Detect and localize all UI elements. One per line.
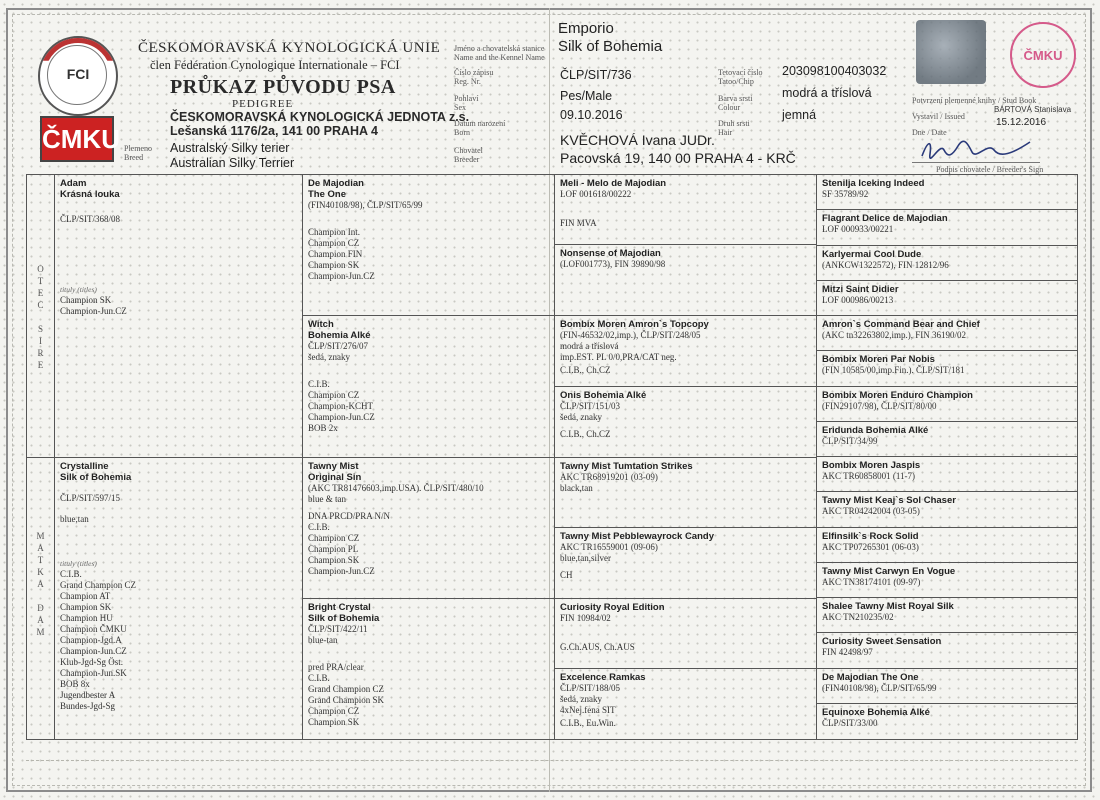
- ancestor-reg: 4xNej.fena SIT: [560, 705, 616, 715]
- ancestor-reg: ČLP/SIT/151/03: [560, 401, 621, 411]
- ancestor-title: C.I.B.: [308, 379, 330, 389]
- gen3-ancestor-cell: [555, 316, 817, 387]
- ancestor-reg: blue,tan,silver: [560, 553, 611, 563]
- gen4-ancestor-cell: [817, 281, 1077, 316]
- ancestor-name: Eridunda Bohemia Alké: [822, 424, 929, 436]
- ancestor-reg: AKC TN38174101 (09-97): [822, 576, 921, 587]
- gen3-ancestor-cell: [555, 387, 817, 458]
- ancestor-reg: modrá a tříslová: [560, 341, 619, 351]
- ancestor-reg: FIN 42498/97: [822, 647, 873, 658]
- date-label: Dne / Date: [912, 128, 947, 137]
- ancestor-reg: AKC TR60858001 (11-7): [822, 471, 915, 481]
- ancestor-title: Champion SK: [308, 717, 360, 727]
- ancestor-name: Curiosity Sweet Sensation: [822, 636, 942, 648]
- ancestor-name: Tawny Mist Keaj`s Sol Chaser: [822, 495, 956, 507]
- gen3-ancestor-cell: [555, 528, 817, 599]
- dam-kennel: Silk of Bohemia: [60, 472, 132, 483]
- ancestor-name: Tawny Mist Tumtation Strikes: [560, 461, 693, 472]
- hair-label: Druh srsti Hair: [718, 119, 750, 137]
- gen2-ancestor-cell: [303, 316, 555, 458]
- ancestor-reg: šedá, znaky: [308, 352, 350, 362]
- club-address: Lešanská 1176/2a, 141 00 PRAHA 4: [170, 124, 379, 138]
- ancestor-title: FIN MVA: [560, 218, 597, 228]
- gen3-ancestor-cell: [555, 599, 817, 669]
- cmku-stamp: ČMKU: [1010, 22, 1076, 88]
- ancestor-name: Tawny Mist: [308, 461, 359, 472]
- ancestor-reg: (ANKCW1322572), FIN 12812/96: [822, 259, 949, 270]
- ancestor-reg: AKC TN210235/02: [822, 612, 894, 622]
- ancestor-name: Tawny Mist Carwyn En Vogue: [822, 565, 956, 577]
- dog-name-line2: Silk of Bohemia: [558, 38, 663, 55]
- breeder-signature: [918, 136, 1038, 162]
- sire-name: Adam: [60, 178, 87, 189]
- ancestor-title: Champion CZ: [308, 238, 360, 248]
- sire-title: Champion-Jun.CZ: [60, 306, 127, 316]
- gen4-ancestor-cell: [817, 387, 1077, 422]
- ancestor-title: Champion SK: [308, 260, 360, 270]
- ancestor-reg: (FIN29107/98), ČLP/SIT/80/00: [822, 400, 937, 411]
- breed-label: Plemeno Breed: [124, 144, 152, 162]
- ancestor-reg: ČLP/SIT/34/99: [822, 435, 878, 446]
- ancestor-reg: LOF 000933/00221: [822, 224, 894, 235]
- ancestor-name: Stenilja Iceking Indeed: [822, 178, 925, 189]
- dog-colour: modrá a tříslová: [782, 86, 872, 100]
- ancestor-reg: AKC TP07265301 (06-03): [822, 541, 919, 552]
- dog-chip: 203098100403032: [782, 64, 887, 78]
- ancestor-title: G.Ch.AUS, Ch.AUS: [560, 642, 635, 652]
- issued-label: Vystavil / Issued: [912, 112, 965, 121]
- ancestor-reg: (FIN40108/98), ČLP/SIT/65/99: [822, 682, 937, 693]
- gen4-ancestor-cell: [817, 528, 1077, 563]
- ancestor-title: Champion CZ: [308, 706, 360, 716]
- document-title: PRŮKAZ PŮVODU PSA: [170, 76, 396, 98]
- gen3-ancestor-cell: [555, 458, 817, 528]
- ancestor-reg: AKC TR04242004 (03-05): [822, 506, 920, 517]
- gen4-ancestor-cell: [817, 175, 1077, 210]
- ancestor-name: Witch: [308, 319, 334, 330]
- cmku-logo: ČMKU: [40, 116, 114, 162]
- gen3-ancestor-cell: [555, 669, 817, 739]
- ancestor-title: DNA PRCD/PRA N/N: [308, 511, 391, 521]
- hologram-seal: [916, 20, 986, 84]
- document-subtitle: PEDIGREE: [232, 98, 294, 110]
- sire-title: Champion SK: [60, 295, 112, 305]
- dam-color: blue,tan: [60, 514, 89, 524]
- gen4-ancestor-cell: [817, 492, 1077, 527]
- ancestor-name: Bohemia Alké: [308, 330, 371, 341]
- issue-date: 15.12.2016: [996, 117, 1047, 128]
- ancestor-name: Excelence Ramkas: [560, 672, 646, 683]
- gen4-ancestor-cell: [817, 598, 1077, 633]
- breed-en: Australian Silky Terrier: [170, 156, 295, 170]
- ancestor-title: BOB 2x: [308, 423, 338, 433]
- ancestor-title: CH: [560, 570, 573, 580]
- ancestor-name: Elfinsilk`s Rock Solid: [822, 530, 919, 542]
- ancestor-reg: šedá, znaky: [560, 694, 602, 704]
- breeder-name: KVĚCHOVÁ Ivana JUDr.: [560, 132, 715, 148]
- sex-label: Pohlaví Sex: [454, 94, 479, 112]
- ancestor-name: Tawny Mist Pebblewayrock Candy: [560, 531, 714, 542]
- dam-title: Champion ČMKU: [60, 624, 127, 634]
- ancestor-reg: (FIN 10585/00,imp.Fin.). ČLP/SIT/181: [822, 365, 965, 376]
- ancestor-title: Champion SK: [308, 555, 360, 565]
- ancestor-name: Silk of Bohemia: [308, 613, 380, 624]
- sire-cell: [55, 175, 303, 458]
- ancestor-name: Bombix Moren Enduro Champion: [822, 389, 973, 401]
- ancestor-title: Champion-Jun.CZ: [308, 566, 375, 576]
- fci-logo: FCI: [38, 36, 118, 116]
- ancestor-reg: ČLP/SIT/422/11: [308, 624, 368, 634]
- ancestor-name: Flagrant Delice de Majodian: [822, 213, 948, 225]
- dam-title: Champion HU: [60, 613, 113, 623]
- gen4-ancestor-cell: [817, 246, 1077, 281]
- sign-label: Podpis chovatele / Breeder's Sign: [936, 165, 1044, 174]
- ancestor-title: C.I.B., Ch.CZ: [560, 429, 611, 439]
- dam-title: Klub-Jgd-Sg Öst.: [60, 657, 124, 667]
- ancestor-reg: FIN 10984/02: [560, 613, 611, 623]
- ancestor-title: C.I.B., Eu.Win.: [560, 718, 616, 728]
- ancestor-reg: (LOF001773), FIN 39890/98: [560, 259, 666, 269]
- breeder-label: Chovatel Breeder: [454, 146, 483, 164]
- ancestor-name: Bombix Moren Jaspis: [822, 460, 921, 471]
- gen4-ancestor-cell: [817, 633, 1077, 668]
- gen2-ancestor-cell: [303, 599, 555, 739]
- dog-sex: Pes/Male: [560, 89, 613, 103]
- ancestor-name: Shalee Tawny Mist Royal Silk: [822, 601, 954, 612]
- studbook-label: Potvrzení plemenné knihy / Stud Book: [912, 96, 1037, 105]
- ancestor-reg: ČLP/SIT/188/05: [560, 683, 621, 693]
- dam-title: BOB 8x: [60, 679, 90, 689]
- ancestor-title: Grand Champion CZ: [308, 684, 384, 694]
- tattoo-label: Tetovací číslo Tatoo/Chip: [718, 68, 763, 86]
- ancestor-title: Champion Int.: [308, 227, 360, 237]
- gen2-ancestor-cell: [303, 458, 555, 599]
- ancestor-name: Equinoxe Bohemia Alké: [822, 706, 930, 718]
- club-name: ČESKOMORAVSKÁ KYNOLOGICKÁ JEDNOTA z.s.: [170, 110, 470, 124]
- dam-title: Champion-Jun.SK: [60, 668, 127, 678]
- ancestor-title: Grand Champion SK: [308, 695, 384, 705]
- dam-title: Grand Champion CZ: [60, 580, 136, 590]
- dam-title: Champion-Jun.CZ: [60, 646, 127, 656]
- ancestor-name: Onis Bohemia Alké: [560, 390, 647, 401]
- reg-label: Číslo zápisu Reg. Nr.: [454, 68, 494, 86]
- ancestor-reg: (AKC TR81476603,imp.USA). ČLP/SIT/480/10: [308, 483, 484, 493]
- ancestor-reg: imp.EST. PL 0/0,PRA/CAT neg.: [560, 352, 677, 362]
- ancestor-reg: šedá, znaky: [560, 412, 602, 422]
- dam-reg: ČLP/SIT/597/15: [60, 493, 121, 503]
- dam-name: Crystalline: [60, 461, 109, 472]
- ancestor-reg: ČLP/SIT/33/00: [822, 717, 878, 728]
- gen4-ancestor-cell: [817, 669, 1077, 704]
- ancestor-name: De Majodian: [308, 178, 364, 189]
- gen4-ancestor-cell: [817, 563, 1077, 598]
- ancestor-title: Champion-Jun.CZ: [308, 271, 375, 281]
- registrar-name: BÁRTOVÁ Stanislava: [994, 105, 1072, 114]
- org-name: ČESKOMORAVSKÁ KYNOLOGICKÁ UNIE: [138, 40, 441, 56]
- ancestor-title: Champion PL: [308, 544, 359, 554]
- ancestor-name: Meli - Melo de Majodian: [560, 178, 667, 189]
- dam-title: Champion SK: [60, 602, 112, 612]
- sire-kennel: Krásná louka: [60, 189, 120, 200]
- ancestor-title: C.I.B., Ch.CZ: [560, 365, 611, 375]
- ancestor-title: pred PRA/clear: [308, 662, 364, 672]
- ancestor-reg: blue & tan: [308, 494, 346, 504]
- ancestor-reg: AKC TR16559001 (09-06): [560, 542, 658, 552]
- signature-line: [912, 162, 1040, 163]
- ancestor-reg: AKC TR68919201 (03-09): [560, 472, 658, 482]
- dog-hair: jemná: [782, 108, 817, 122]
- gen4-ancestor-cell: [817, 210, 1077, 245]
- dam-title: Champion AT: [60, 591, 111, 601]
- dam-title: Jugendbester A: [60, 690, 116, 700]
- gen4-ancestor-cell: [817, 457, 1077, 492]
- ancestor-reg: (FIN-46532/02,imp.), ČLP/SIT/248/05: [560, 330, 701, 340]
- ancestor-reg: black,tan: [560, 483, 593, 493]
- dog-born: 09.10.2016: [560, 108, 623, 122]
- ancestor-reg: LOF 001618/00222: [560, 189, 632, 199]
- ancestor-name: The One: [308, 189, 347, 200]
- ancestor-name: Bombix Moren Par Nobis: [822, 354, 935, 366]
- born-label: Datum narození Born: [454, 119, 506, 137]
- colour-label: Barva srsti Colour: [718, 94, 753, 112]
- dam-title: Bundes-Jgd-Sg: [60, 701, 116, 711]
- ancestor-title: Champion CZ: [308, 533, 360, 543]
- ancestor-name: De Majodian The One: [822, 671, 919, 683]
- name-label: Jméno a chovatelská stanice Name and the Kennel Name: [454, 44, 545, 62]
- ancestor-reg: ČLP/SIT/276/07: [308, 341, 369, 351]
- breeder-address: Pacovská 19, 140 00 PRAHA 4 - KRČ: [560, 150, 796, 166]
- ancestor-name: Mitzi Saint Didier: [822, 283, 899, 295]
- sire-side-label: O T E C S I R E: [27, 175, 55, 458]
- ancestor-title: Champion FIN: [308, 249, 363, 259]
- gen3-ancestor-cell: [555, 175, 817, 245]
- dam-titles-hint: tituly (titles): [60, 559, 97, 568]
- ancestor-name: Nonsense of Majodian: [560, 248, 661, 259]
- ancestor-name: Bright Crystal: [308, 602, 371, 613]
- dog-name-line1: Emporio: [558, 20, 614, 37]
- ancestor-name: Karlyermai Cool Dude: [822, 248, 922, 260]
- ancestor-name: Bombix Moren Amron`s Topcopy: [560, 319, 709, 330]
- breed-cz: Australský Silky terier: [170, 141, 290, 155]
- ancestor-reg: (FIN40108/98), ČLP/SIT/65/99: [308, 200, 423, 210]
- gen4-ancestor-cell: [817, 351, 1077, 386]
- dog-reg: ČLP/SIT/736: [560, 68, 632, 82]
- ancestor-title: C.I.B.: [308, 673, 330, 683]
- sire-reg: ČLP/SIT/368/08: [60, 214, 121, 224]
- ancestor-reg: (AKC tn32263802,imp.), FIN 36190/02: [822, 330, 966, 340]
- footer-line: [26, 760, 1078, 761]
- gen4-ancestor-cell: [817, 422, 1077, 457]
- ancestor-title: Champion-KCHT: [308, 401, 373, 411]
- gen2-ancestor-cell: [303, 175, 555, 316]
- fci-membership: člen Fédération Cynologique Internationale – FCI: [150, 58, 400, 72]
- ancestor-name: Curiosity Royal Edition: [560, 602, 665, 613]
- ancestor-title: Champion-Jun.CZ: [308, 412, 375, 422]
- ancestor-name: Amron`s Command Bear and Chief: [822, 319, 980, 330]
- ancestor-title: Champion CZ: [308, 390, 360, 400]
- ancestor-reg: LOF 000986/00213: [822, 294, 894, 305]
- ancestor-name: Original Sin: [308, 472, 362, 483]
- dam-title: Champion-Jgd.A: [60, 635, 122, 645]
- ancestor-title: C.I.B.: [308, 522, 330, 532]
- dam-cell: [55, 458, 303, 739]
- gen4-ancestor-cell: [817, 704, 1077, 739]
- ancestor-reg: blue-tan: [308, 635, 338, 645]
- dam-side-label: M A T K A D A M: [27, 458, 55, 739]
- gen3-ancestor-cell: [555, 245, 817, 316]
- sire-titles-hint: tituly (titles): [60, 285, 97, 294]
- dam-title: C.I.B.: [60, 569, 82, 579]
- ancestor-reg: SF 35789/92: [822, 189, 869, 199]
- pedigree-table: [26, 174, 1078, 740]
- gen4-ancestor-cell: [817, 316, 1077, 351]
